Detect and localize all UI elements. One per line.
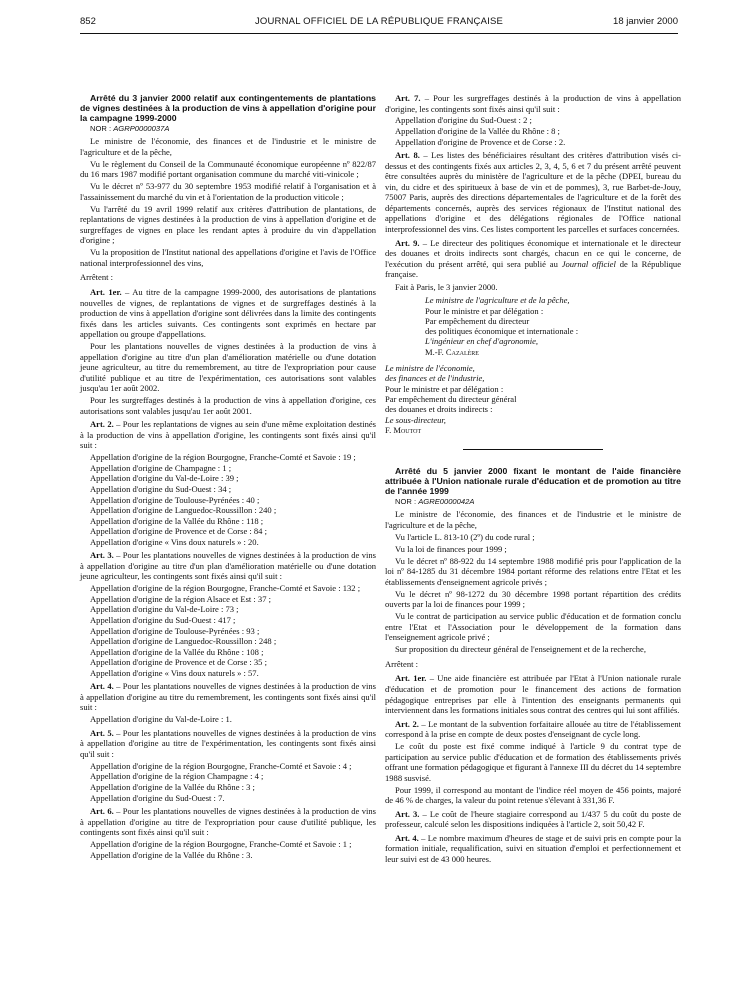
article-5-intro: Art. 5. – Pour les plantations nouvelles de vignes destinées à la production de vins à appellation d'origine au titre de l'expérimentation, les contingents sont fixés ainsi qu'il suit :: [80, 727, 376, 759]
nor-label: NOR :: [395, 497, 417, 507]
article-7-intro: Art. 7. – Pour les surgreffages destinés à la production de vins à appellation d'origine, les contingents sont fixés ainsi qu'il suit :: [385, 93, 681, 114]
allocation-line: Appellation d'origine de la région Bourgogne, Franche-Comté et Savoie : 4 ;: [90, 760, 352, 771]
signature-line: Pour le ministre et par délégation :: [425, 305, 544, 316]
left-column: [80, 93, 376, 860]
signature-line: L'ingénieur en chef d'agronomie,: [425, 336, 539, 347]
article-label: Art. 9.: [395, 237, 420, 248]
article-label: Art. 8.: [395, 150, 420, 161]
allocation-line: Appellation d'origine de Languedoc-Roussillon : 248 ;: [90, 636, 277, 647]
allocation-line: Appellation d'origine de la région Bourgogne, Franche-Comté et Savoie : 132 ;: [90, 583, 361, 594]
header-rule: [80, 33, 678, 34]
allocation-line: Appellation d'origine « Vins doux naturels » : 57.: [90, 667, 259, 678]
article-label: Art. 1er.: [90, 287, 122, 297]
visa-paragraph: Vu l'article L. 813-10 (2º) du code rural ;: [395, 531, 535, 542]
nor-label: NOR :: [90, 124, 112, 134]
article-2-intro: Art. 2. – Pour les replantations de vignes au sein d'une même exploitation destinés à la production de vins à appellation d'origine, les contingents sont fixés ainsi qu'il suit :: [80, 419, 377, 451]
arrete-1-nor: [80, 124, 376, 135]
article-label: Art. 7.: [395, 93, 421, 103]
article-label: Art. 5.: [90, 727, 114, 738]
visa-paragraph: Vu le contrat de participation au service public d'éducation et de formation conclu entre l'Etat et l'Association pour le développement de la formation dans l'enseignement agricole privé ;: [385, 611, 681, 643]
visa-paragraph: Le ministre de l'économie, des finances et de l'industrie et le ministre de l'agriculture et de la pêche,: [80, 136, 376, 157]
article-label: Art. 2.: [90, 419, 114, 430]
allocation-line: Appellation d'origine de Toulouse-Pyrénées : 93 ;: [90, 625, 260, 636]
visa-paragraph: Vu la loi de finances pour 1999 ;: [395, 543, 507, 554]
allocation-line: Appellation d'origine du Val-de-Loire : 39 ;: [90, 473, 239, 484]
allocation-line: Appellation d'origine de la région Champagne : 4 ;: [90, 771, 264, 782]
article-4-intro: Art. 4. – Pour les plantations nouvelles de vignes destinées à la production de vins à appellation d'origine au titre du remembrement, les contingents sont fixés ainsi qu'il suit :: [80, 681, 376, 713]
allocation-line: Appellation d'origine de la Vallée du Rhône : 118 ;: [90, 515, 264, 526]
allocation-line: Appellation d'origine de la région Bourgogne, Franche-Comté et Savoie : 1 ;: [90, 839, 352, 850]
allocation-line: Appellation d'origine du Sud-Ouest : 7.: [90, 792, 225, 803]
article-2-paragraph: Art. 2. – Le montant de la subvention forfaitaire allouée au titre de l'établissement correspond à la prise en compte de deux postes d'enseignant de cycle long.: [385, 718, 682, 740]
article-4-paragraph: Art. 4. – Le nombre maximum d'heures de stage et de suivi pris en compte pour la formation initiale, requalification, suivi en situation d'emploi et perfectionnement et leur suivi est de 43 000 heures.: [385, 832, 682, 864]
article-label: Art. 4.: [90, 681, 114, 692]
signatory-name: M.-F. Cazalère: [425, 346, 479, 357]
done-at-paris: Fait à Paris, le 3 janvier 2000.: [395, 281, 498, 292]
visa-paragraph: Vu l'arrêté du 19 avril 1999 relatif aux critères d'attribution de plantations, de replantations de vignes destinées à la production de vins à appellation d'origine et de surgreffages de vignes en place les rendant aptes à produire du vin d'appellation d'origine ;: [80, 203, 376, 246]
article-1-paragraph: Pour les plantations nouvelles de vignes destinées à la production de vins à appellation d'origine au titre d'un plan d'amélioration matérielle ou d'une dotation jeune agriculteur, au titre du remembrement, au titre de l'expropriation pour cause d'utilité publique et au titre de l'expérimentation, ces autorisations sont valables jusqu'au 1er août 2002.: [80, 341, 376, 394]
article-3-intro: Art. 3. – Pour les plantations nouvelles de vignes destinées à la production de vins à appellation d'origine au titre d'un plan d'amélioration matérielle ou d'une dotation jeune agriculteur, les contingents sont fixés ainsi qu'il suit :: [80, 550, 376, 582]
allocation-line: Appellation d'origine de la région Bourgogne, Franche-Comté et Savoie : 19 ;: [90, 452, 356, 463]
allocation-line: Appellation d'origine de la région Alsace et Est : 37 ;: [90, 593, 271, 604]
nor-code: AGRE0000042A: [418, 497, 475, 507]
allocation-line: Appellation d'origine du Val-de-Loire : 73 ;: [90, 604, 239, 615]
signature-line: Par empêchement du directeur général: [385, 393, 517, 404]
allocation-line: Appellation d'origine du Sud-Ouest : 2 ;: [395, 115, 532, 126]
allocation-line: Appellation d'origine du Sud-Ouest : 417 ;: [90, 614, 236, 625]
allocation-line: Appellation d'origine de la Vallée du Rhône : 108 ;: [90, 646, 264, 657]
allocation-line: Appellation d'origine de Provence et de Corse : 84 ;: [90, 526, 267, 537]
allocation-line: Appellation d'origine de Provence et de Corse : 35 ;: [90, 657, 267, 668]
arrete-2-nor: [385, 497, 681, 508]
page-header: [80, 14, 678, 32]
article-2-paragraph: Pour 1999, il correspond au montant de l'indice réel moyen de 456 points, majoré de 46 % de charges, la valeur du point retenue s'élevant à 331,36 F.: [385, 784, 681, 806]
visa-paragraph: Vu la proposition de l'Institut national des appellations d'origine et l'avis de l'Office national interprofessionnel des vins,: [80, 247, 376, 268]
visa-paragraph: Le ministre de l'économie, des finances et de l'industrie et le ministre de l'agriculture et de la pêche,: [385, 509, 681, 530]
right-column: [385, 93, 681, 866]
article-label: Art. 1er.: [395, 673, 427, 684]
allocation-line: Appellation d'origine de Languedoc-Roussillon : 240 ;: [90, 505, 277, 516]
signature-line: des finances et de l'industrie,: [385, 373, 485, 384]
signatory-name: F. Moutot: [385, 424, 422, 435]
nor-code: AGRP0000037A: [113, 124, 170, 134]
article-label: Art. 6.: [90, 806, 114, 817]
visa-paragraph: Vu le décret nº 53-977 du 30 septembre 1953 modifié relatif à l'organisation et à l'assainissement du marché du vin et à l'orientation de la production viticole ;: [80, 181, 376, 202]
journal-title: JOURNAL OFFICIEL DE LA RÉPUBLIQUE FRANÇAISE: [254, 16, 504, 27]
allocation-line: Appellation d'origine du Val-de-Loire : 1.: [90, 714, 232, 725]
arretent-heading: Arrêtent :: [80, 272, 113, 283]
signature-line: des politiques économique et internationale :: [425, 326, 579, 337]
allocation-line: Appellation d'origine « Vins doux naturels » : 20.: [90, 536, 259, 547]
signature-economie: [385, 363, 585, 435]
article-label: Art. 3.: [90, 550, 114, 561]
visa-paragraph: Vu le décret nº 98-1272 du 30 décembre 1998 portant répartition des crédits ouverts par la loi de finances pour 1999 ;: [385, 588, 681, 610]
visa-paragraph: Vu le règlement du Conseil de la Communauté économique européenne nº 822/87 du 16 mars 1987 modifié portant organisation commune du marché viti-vinicole ;: [80, 158, 376, 180]
visa-paragraph: Vu le décret nº 88-922 du 14 septembre 1988 modifié pris pour l'application de la loi nº 84-1285 du 31 décembre 1984 portant réforme des relations entre l'Etat et les établissements d'enseignement agricole privés ;: [385, 555, 681, 587]
article-1-paragraph: Pour les surgreffages destinés à la production de vins à appellation d'origine, ces autorisations sont valables jusqu'au 1er août 2001.: [80, 395, 376, 416]
allocation-line: Appellation d'origine de Champagne : 1 ;: [90, 462, 232, 473]
section-separator: [463, 449, 603, 450]
article-3-paragraph: Art. 3. – Le coût de l'heure stagiaire correspond au 1/437 5 du coût du poste de professeur, calculé selon les dispositions indiquées à l'article 2, soit 50,42 F.: [385, 808, 682, 830]
allocation-line: Appellation d'origine de Toulouse-Pyrénées : 40 ;: [90, 494, 260, 505]
signature-line: Le sous-directeur,: [385, 414, 446, 425]
allocation-line: Appellation d'origine de la Vallée du Rhône : 8 ;: [395, 126, 560, 137]
signature-line: Le ministre de l'agriculture et de la pêche,: [425, 295, 570, 306]
signature-line: Par empêchement du directeur: [425, 315, 530, 326]
article-2-paragraph: Le coût du poste est fixé comme indiqué à l'article 9 du contrat type de participation au service public d'éducation et de formation des établissements privés offrant une formation pédagogique et figurant à l'annexe III du décret du 14 septembre 1988 susvisé.: [385, 741, 681, 783]
article-6-intro: Art. 6. – Pour les plantations nouvelles de vignes destinées à la production de vins à appellation d'origine au titre de l'expropriation pour cause d'utilité publique, les contingents sont fixés ainsi qu'il suit :: [80, 806, 376, 838]
page-number: 852: [80, 16, 96, 27]
article-label: Art. 2.: [395, 718, 419, 729]
article-1-paragraph: Art. 1er. – Au titre de la campagne 1999-2000, des autorisations de plantations nouvelles de vignes, de replantations de vignes et de surgreffages destinés à la production de vins à appellation d'origine sont délivrées dans la limite des contingents fixés dans les articles suivants. Ces contingents sont exprimés en hectare par appellation ou groupe d'appellations.: [80, 287, 376, 340]
article-label: Art. 4.: [395, 832, 419, 843]
allocation-line: Appellation d'origine de la Vallée du Rhône : 3.: [90, 849, 253, 860]
signature-line: Le ministre de l'économie,: [385, 363, 475, 374]
article-label: Art. 3.: [395, 808, 420, 819]
signature-line: Pour le ministre et par délégation :: [385, 383, 504, 394]
arrete-2-title: Arrêté du 5 janvier 2000 fixant le montant de l'aide financière attribuée à l'Union nationale rurale d'éducation et de promotion au titre de l'année 1999: [385, 466, 681, 497]
arrete-1-title: Arrêté du 3 janvier 2000 relatif aux contingentements de plantations de vignes destinées à la production de vins à appellation d'origine pour la campagne 1999-2000: [80, 93, 376, 123]
visa-paragraph: Sur proposition du directeur général de l'enseignement et de la recherche,: [395, 644, 646, 655]
allocation-line: Appellation d'origine du Sud-Ouest : 34 ;: [90, 484, 232, 495]
issue-date: 18 janvier 2000: [613, 16, 678, 27]
signature-line: des douanes et droits indirects :: [385, 404, 493, 415]
journal-officiel-ref: Journal officiel: [561, 258, 616, 269]
article-8-paragraph: Art. 8. – Les listes des bénéficiaires résultant des critères d'attribution visés ci-dessus et des contingents fixés aux articles 2, 3, 4, 5, 6 et 7 du présent arrêté peuvent être consultées auprès du ministère de l'agriculture et de la pêche (DPEI, bureau du vin, du cidre et des spiritueux à base de vin et de pommes), 3, rue Barbet-de-Jouy, 75007 Paris, auprès des directions départementales de l'agriculture et de la forêt des départements concernés, auprès des services régionaux de l'Institut national des appellations d'origine et des délégations régionales de l'Office national interprofessionnel des vins. Ces listes comportent les parcelles et surfaces concernées.: [385, 150, 682, 234]
allocation-line: Appellation d'origine de la Vallée du Rhône : 3 ;: [90, 781, 255, 792]
allocation-line: Appellation d'origine de Provence et de Corse : 2.: [395, 136, 566, 147]
article-9-paragraph: Art. 9. – Le directeur des politiques économique et internationale et le directeur des douanes et droits indirects sont chargés, chacun en ce qui le concerne, de l'exécution du présent arrêté, qui sera publié au Journal officiel de la République française.: [385, 237, 681, 280]
signature-agriculture: [385, 295, 681, 357]
arretent-heading: Arrêtent :: [385, 658, 418, 669]
article-1-paragraph: Art. 1er. – Une aide financière est attribuée par l'Etat à l'Union nationale rurale d'éducation et de promotion pour le financement des actions de formation pédagogique entreprises par elle à l'intention des enseignants permanents qui interviennent dans les formations initiales sous contrat des centres qui lui sont affiliés.: [385, 673, 681, 716]
